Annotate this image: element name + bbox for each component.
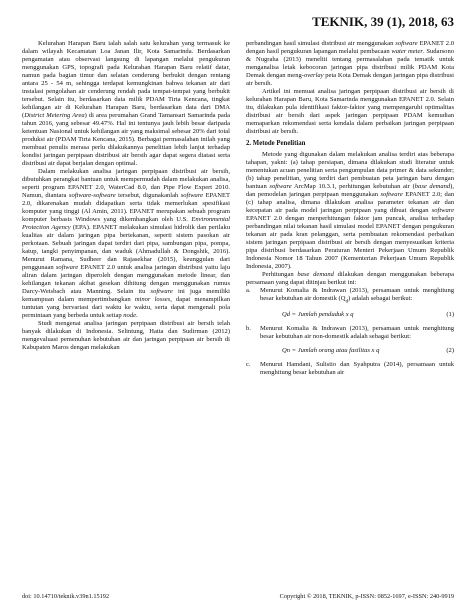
text-italic: software xyxy=(431,207,454,214)
text-italic: base demand xyxy=(297,271,334,278)
text-italic: software-software xyxy=(68,192,116,199)
text: Menurut Komalia & Indrawan (2013), persamaan untuk menghitung besar kebutuhan air non-domestik adalah sebagai berikut: xyxy=(260,325,454,341)
text: EPANET 2.0 dengan menperhitungan faktor jam puncak, analisa terhadap perbandingan nilai tekanan hasil simulasi model EPANET dengan pengukuran tekanan air pada kran pelanggan, serta pembuatan rekomendasi perbaikan sistem jaringan perpipaan distribusi air bersih dengan menyesuaikan kriteria pipa distribusi berdasarkan Peraturan Menteri Pekerjaan Umum Republik Indonesia Nomor 18 Tahun 2007 (Kementerian Pekerjaan Umum Republik Indonesia, 2007). xyxy=(246,215,454,270)
text: Menurut Hamdani, Sulistio dan Syahputra (2014), persamaan untuk menghitung besar kebutuhan air xyxy=(260,361,454,377)
subscript: d xyxy=(345,298,349,305)
paragraph xyxy=(22,40,230,168)
text-italic: base demand xyxy=(414,183,451,190)
paragraph: Studi mengenai analisa jaringan perpipaan distribusi air bersih telah banyak dilakukan di Indonesia. Selintung, Hatta dan Sudirman (2012) mengevaluasi pemenuhan kebutuhan air dan jaringan perpipaan air bersih di Kabupaten Maros dengan melakukan xyxy=(22,320,230,351)
text: EPANET 2.0, dikarenakan mudah didapatkan serta tidak memerlukan spesifikasi komputer yang tinggi (Al Amin, 2011). EPANET merupakan sebuah program komputer berbasis Windows yang dikembangkan oleh U.S. xyxy=(22,192,230,223)
text: ArcMap 10.3.1, perhitungan kebutuhan air ( xyxy=(291,183,415,190)
text: tersebut, digunakanlah xyxy=(115,192,181,199)
page-footer xyxy=(22,593,454,600)
text-italic: software xyxy=(395,40,418,47)
text: EPANET 2.0; dan (c) tahap analisa, dimana dilakukan analisa parameter tekanan air dan kecepatan air pada model jaringan perpipaan yang dibuat dengan xyxy=(246,191,454,214)
text: . Sudarsono & Nugraha (2013) meneliti tentang permasalahan pada tematik untuk menganalisa letak kebocoran jaringan pipa distribusi milik PDAM Kota Demak dengan meng- xyxy=(246,48,454,79)
list-item xyxy=(246,361,454,377)
text-italic: software xyxy=(55,264,79,271)
list-marker: a. xyxy=(246,287,251,294)
paragraph xyxy=(22,168,230,320)
text: Dalam melakukan analisa jaringan perpipaan distribusi air bersih, dibutuhkan perangkat bantuan untuk mempermudah dalam melakukan analisa, seperti program EPANET 2.0, WaterCad 8.0, dan Pipe Flow Expert 2010. Namun, diantara xyxy=(22,168,230,199)
text-italic: water meter xyxy=(391,48,423,55)
section-heading: 2. Metode Penelitian xyxy=(246,140,306,147)
text: ini juga memiliki kemampuan dalam mempertimbangkan xyxy=(22,288,231,303)
text: perbandingan hasil simulasi distribusi air menggunakan xyxy=(246,40,396,47)
text-italic: software xyxy=(380,191,403,198)
text: (EPA). EPANET melakukan simulasi hidrolik dan perilaku kualitas air dalam jaringan pipa bertekanan, seperti sistem pasokan air perkotaan. Sebuah jaringan dapat terdiri dari pipa, sambungan pipa, pompa, katup, tangki penyimpanan, dan waduk (Ahmadullah & Dongshik, 2016). Menurut Ramana, Sudheer dan Rajasekhar (2015), keunggulan dari penggunaan xyxy=(22,224,230,271)
equation-list xyxy=(246,287,454,377)
text-italic: overlay xyxy=(303,72,324,79)
text: ) di area perumahan Grand Tamansari Samarinda pada tahun 2016, yang sebesar 49.47%. Hal ini tentunya jauh lebih besar daripada ketentuan Nasional untuk kehilangan air yang maksimal sebesar 20% dari total produksi air (PDAM Tirta Kencana, 2015). Berbagai permasalahan inilah yang membuat penulis merasa perlu dilakukannya penelitian lebih lanjut terhadap kondisi jaringan perpipaan distribusi air bersih agar dapat segera diatasi serta distribusi air dapat berjalan dengan optimal. xyxy=(22,112,230,167)
text-italic: software xyxy=(269,183,292,190)
text-italic: node xyxy=(123,312,136,319)
equation-text: Qd = Jumlah penduduk x q xyxy=(282,311,354,319)
right-column xyxy=(246,40,454,377)
list-marker: b. xyxy=(246,325,251,333)
list-item xyxy=(246,325,454,355)
text: peta Kota Demak dengan jaringan pipa distribusi air bersih. xyxy=(246,72,454,87)
text: Kelurahan Harapan Baru ialah salah satu kelurahan yang termasuk ke dalam wilayah Kecamatan Loa Janan Ilir, Kota Samarinda. Berdasarkan pengamatan atau observasi langsung di lapangan melalui pengukuran menggunakan GPS, topografi pada Kelurahan Harapan Baru relatif datar, namun pada bagian timur dan selatan cenderung berbukit dengan rentang antara 25 - 54 m, sehingga terdapat kemungkinan bahwa tekanan air dari instalasi pengolahan air cenderung rendah pada tempat-tempat yang berbukit tersebut. Selain itu, berdasarkan data milik PDAM Tirta Kencana, tingkat kehilangan air di Kelurahan Harapan Baru, berdasarkan data dari DMA ( xyxy=(22,40,230,119)
text: EPANET 2.0 untuk analisa jaringan distribusi yaitu laju aliran dalam jaringan diperoleh dengan menggunakan metode linear, dan kehilangan tekanan akibat gesekan dihitung dengan menggunakan rumus Darcy-Weisbach atau Manning. Selain itu xyxy=(22,264,230,295)
text-italic: minor losses xyxy=(134,296,171,303)
text: . xyxy=(136,312,138,319)
text-italic: Environmental Protection Agency xyxy=(22,216,230,231)
left-column xyxy=(22,40,230,352)
equation xyxy=(282,311,454,319)
text: ) adalah sebagai berikut: xyxy=(348,295,413,302)
paragraph xyxy=(246,40,454,88)
equation-number: (1) xyxy=(446,311,454,319)
text: Perhitungan xyxy=(262,271,298,278)
doi-text: doi: 10.14710/teknik.v39n1.15192 xyxy=(22,593,110,600)
text: dilakukan dengan menggunakan beberapa persamaan yang dapat ditinjau berikut ini: xyxy=(246,271,455,286)
text: ), dan pemodelan jaringan perpipaan menggunakan xyxy=(246,183,454,198)
text-italic: software xyxy=(150,288,173,295)
journal-header: TEKNIK, 39 (1), 2018, 63 xyxy=(312,14,454,29)
paragraph xyxy=(246,271,454,287)
paragraph xyxy=(246,151,454,271)
list-marker: c. xyxy=(246,361,251,369)
equation xyxy=(282,347,454,355)
text: Metode yang digunakan dalam melakukan analisa terdiri atas beberapa tahapan, yakni: (a) tahap persiapan, dimana dilakukan studi literatur untuk menentukan acuan penelitian serta pengumpulan data primer & data sekunder; (b) tahap penelitian, yang terdiri dari pembuatan peta jaringan baru dengan bantuan xyxy=(246,151,454,190)
text: Menurut Komalia & Indrawan (2013), persamaan untuk menghitung besar kebutuhan air domestik (Q xyxy=(260,287,454,302)
equation-text: Qn = Jumlah orang atau fasilitas x q xyxy=(282,347,380,355)
paragraph: Artikel ini memuat analisa jaringan perpipaan distribusi air bersih di kelurahan Harapan Baru, Kota Samarinda menggunakan EPANET 2.0. Selain itu, dilakukan pula identifikasi faktor-faktor yang mempengaruhi optimalitas distribusi air bersih dari aspek jaringan perpipaan PDAM kemudian memaparkan rekomendasi serta kendala dalam perbaikan jaringan perpipaan distribusi air bersih. xyxy=(246,88,454,135)
text: EPANET 2.0 dengan hasil pengukuran lapangan melalui pembacaan xyxy=(246,40,454,55)
text-italic: District Metering Area xyxy=(24,112,85,119)
text: , dapat menampilkan tuntutan yang bervariasi dari waktu ke waktu, serta dapat mengenali pola permintaan yang berbeda untuk setiap xyxy=(22,296,230,319)
copyright-text: Copyright © 2018, TEKNIK, p-ISSN: 0852-1697, e-ISSN: 240-9919 xyxy=(279,593,454,600)
equation-number: (2) xyxy=(446,347,454,355)
list-item xyxy=(246,287,454,319)
text-italic: software xyxy=(180,192,204,199)
